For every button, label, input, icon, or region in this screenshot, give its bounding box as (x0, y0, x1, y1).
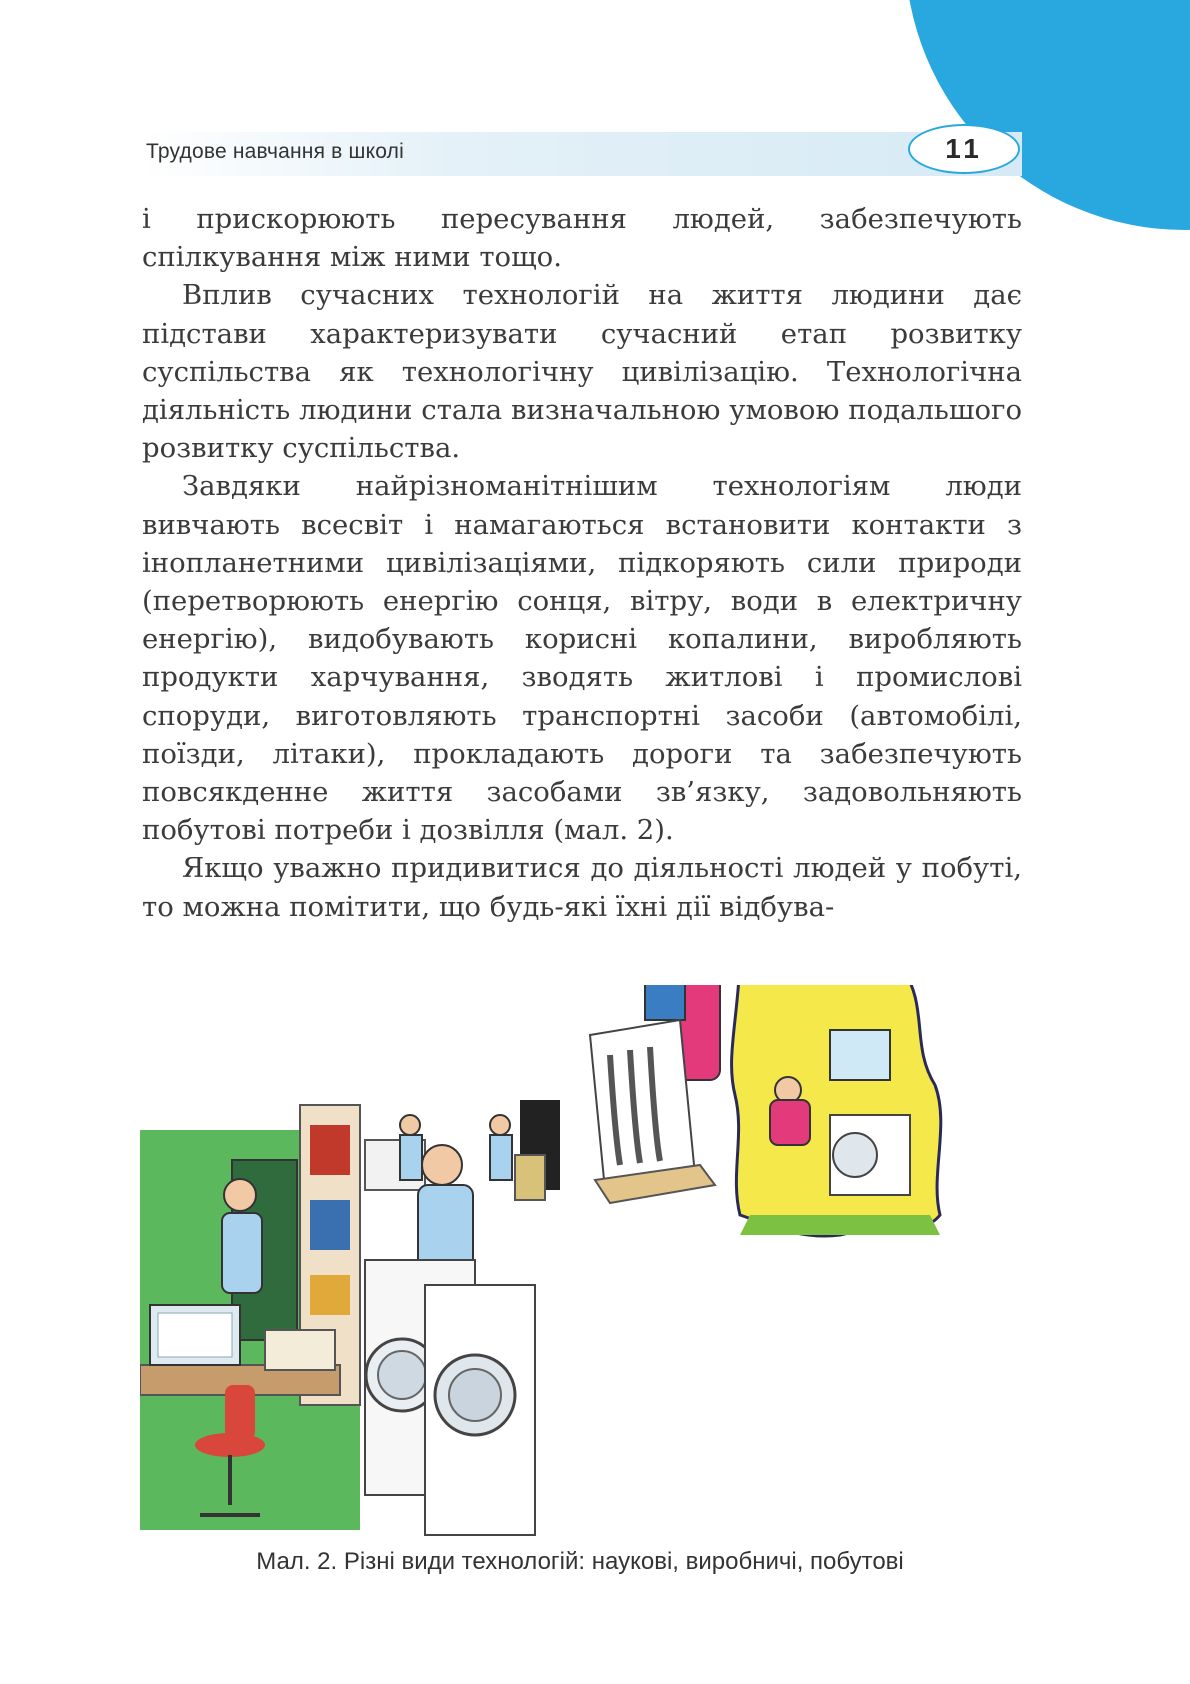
bathroom-background (732, 985, 941, 1236)
boxes-trolley (515, 1155, 545, 1200)
paragraph: Якщо уважно придивитися до діяльності людей у побуті, то можна помітити, що будь-які їхні дії відбува- (142, 852, 1022, 923)
science-lab-scene (140, 1105, 360, 1530)
figure-caption: Мал. 2. Різні види технологій: наукові, виробничі, побутові (256, 1548, 904, 1575)
monitor-screen (158, 1313, 232, 1357)
shelf-books (310, 1275, 350, 1315)
bathroom-cabinet (830, 1030, 890, 1080)
running-header-title: Трудове навчання в школі (146, 140, 404, 163)
new-washing-machine (590, 1020, 695, 1190)
page-number: 11 (908, 124, 1020, 174)
shelf-books (310, 1200, 350, 1250)
corner-decoration (905, 0, 1190, 230)
office-chair-back (225, 1385, 255, 1440)
scientist-head (224, 1179, 256, 1211)
household-scene (590, 985, 941, 1236)
paragraph: Вплив сучасних технологій на життя людини дає підстави характеризувати сучасний етап розвитку суспільства як технологічну цивілізацію. Технологічна діяльність людини стала визначальною умовою подальшого розвитку суспільства. (142, 279, 1022, 465)
printer (265, 1330, 335, 1370)
paragraph: Завдяки найрізноманітнішим технологіям люди вивчають всесвіт і намагаються встановити контакти з інопланетними цивілізаціями, підкоряють сили природи (перетворюють енергію сонця, вітру, води в електричну енергію), видобувають корисні копалини, виробляють продукти харчування, зводять житлові і промислові споруди, виготовляють транспортні засоби (автомобілі, поїзди, літаки), прокладають дороги та забезпечують повсякденне життя засобами зв’язку, задовольняють побутові потреби і дозвілля (мал. 2). (142, 470, 1022, 847)
factory-scene (365, 1100, 560, 1535)
manual-book (645, 985, 685, 1020)
shelf-books (310, 1125, 350, 1175)
bathroom-floor (740, 1215, 940, 1235)
worker-head (422, 1145, 462, 1185)
body-text (142, 200, 1022, 926)
scientist-coat (222, 1213, 262, 1293)
woman-bent (770, 1100, 810, 1145)
technology-illustration (140, 985, 1020, 1545)
paragraph: і прискорюють пересування людей, забезпечують спілкування між ними тощо. (142, 203, 1022, 274)
